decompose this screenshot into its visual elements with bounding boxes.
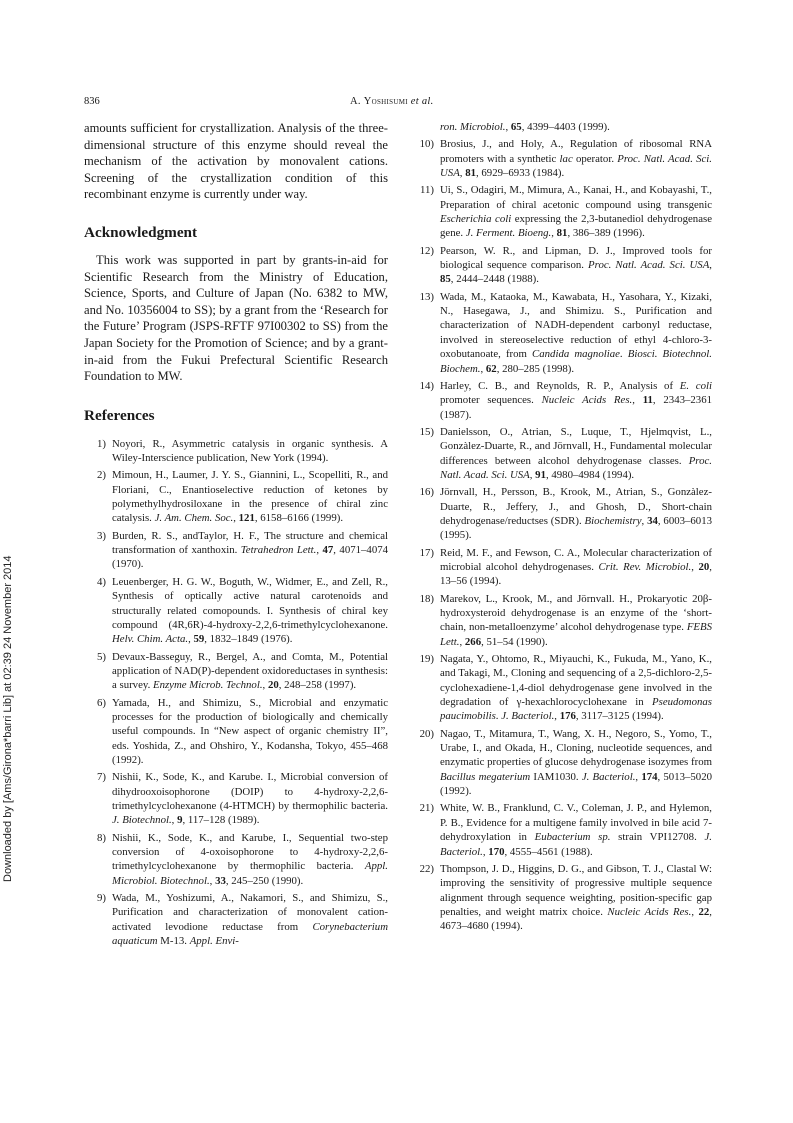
reference-volume: 33 [215, 874, 226, 887]
reference-item [84, 831, 388, 888]
reference-pages: , 4980–4984 (1994). [545, 468, 635, 481]
reference-separator: , [632, 394, 643, 407]
reference-volume: 20 [698, 560, 710, 573]
reference-separator: , [709, 259, 712, 272]
reference-item [84, 437, 388, 466]
references-heading: References [84, 406, 155, 424]
reference-journal: Appl. Envi- [189, 935, 239, 948]
reference-separator: M-13. [157, 935, 190, 948]
reference-number: 22) [419, 862, 434, 875]
reference-body: Mimoun, H., Laumer, J. Y. S., Giannini, L., Scopelliti, R., and Floriani, C., Enantioselective reduction of ketones by polymethylhydrosiloxane in the presence of chiral zinc catalysis. [112, 469, 388, 525]
reference-italic-term: Bacillus megaterium [440, 770, 531, 783]
reference-body: Ui, S., Odagiri, M., Mimura, A., Kanai, H., and Kobayashi, T., Preparation of chiral acetonic compound using transgenic [440, 184, 712, 211]
reference-journal: Proc. Natl. Acad. Sci. USA [440, 152, 712, 180]
reference-body: Brosius, J., and Holy, A., Regulation of ribosomal RNA promoters with a synthetic [440, 138, 712, 165]
reference-text [112, 529, 388, 572]
reference-volume: 62 [485, 362, 497, 375]
reference-body: Leuenberger, H. G. W., Boguth, W., Widmer, E., and Zell, R., Synthesis of optically active natural carotenoids and structurally related comopounds. I. Synthesis of chiral key compound (4R,6R)-4-hydroxy-2,2,6-trimethylcyclohexanone. [112, 575, 388, 631]
reference-item [84, 770, 388, 827]
reference-body: strain VPI12708. [610, 831, 705, 844]
reference-journal: Enzyme Microb. Technol. [152, 679, 263, 692]
running-head-initial: A. [350, 96, 364, 107]
reference-body: . [619, 348, 628, 361]
reference-pages: , 245–250 (1990). [225, 874, 304, 887]
reference-item [84, 696, 388, 768]
reference-text [440, 652, 712, 724]
reference-pages: , 6003–6013 (1995). [440, 514, 712, 542]
download-watermark: Downloaded by [Ams/Girona*barri Lib] at 02:39 24 November 2014 [2, 555, 14, 882]
reference-item [84, 529, 388, 572]
reference-separator: , [316, 544, 323, 557]
reference-text [440, 244, 712, 287]
reference-pages: , 280–285 (1998). [496, 362, 575, 375]
reference-separator: , [480, 362, 486, 375]
reference-journal: J. Biotechnol. [112, 814, 172, 827]
reference-volume: 9 [177, 814, 183, 827]
reference-volume: 11 [642, 394, 653, 407]
acknowledgment-text: This work was supported in part by grants-in-aid for Scientific Research from the Ministry of Education, Science, Sports, and Culture of Japan (No. 6382 to MW, and No. 10356004 to SS); by a grant from the ‘Research for the Future’ Program (JSPS-RFTF 97I00302 to SS) from the Japan Society for the Promotion of Science; and by a grant-in-aid from the Fukui Prefectural Scientific Research Foundation to MW. [84, 252, 388, 384]
reference-item [412, 652, 712, 724]
reference-separator: , [529, 468, 536, 481]
reference-item [412, 862, 712, 934]
reference-body: Danielsson, O., Atrian, S., Luque, T., Hjelmqvist, L., Gonzàlez-Duarte, R., and Jörnvall, H., Fundamental molecular differences between alcohol dehydrogenase classes. [440, 425, 712, 467]
reference-text [112, 831, 388, 888]
right-column [412, 120, 712, 934]
reference-volume: 121 [238, 512, 255, 525]
reference-text [440, 183, 712, 240]
reference-body: expressing the 2,3-butanediol dehydrogenase gene. [440, 213, 712, 240]
reference-italic-term: Pseudomonas paucimobilis [440, 696, 712, 723]
reference-number: 10) [419, 138, 434, 151]
reference-pages: , 6929–6933 (1984). [476, 167, 565, 180]
reference-volume: 174 [641, 770, 658, 783]
reference-separator: , [459, 167, 466, 180]
reference-number: 17) [419, 546, 434, 559]
reference-italic-term: E. coli [679, 379, 712, 392]
reference-separator: , [188, 633, 194, 646]
reference-journal: Biochemistry [584, 514, 642, 527]
reference-body: Devaux-Basseguy, R., Bergel, A., and Comta, M., Potential application of NAD(P)-dependent oxidoreductases in synthesis: a survey. [112, 650, 388, 692]
reference-number: 18) [419, 592, 434, 605]
reference-text [112, 696, 388, 768]
reference-body: Burden, R. S., andTaylor, H. F., The structure and chemical transformation of xanthoxin. [112, 529, 388, 557]
reference-continuation: ron. Microbiol., 65, 4399–4403 (1999). [440, 121, 610, 133]
reference-journal: Proc. Natl. Acad. Sci. USA [440, 454, 712, 481]
reference-item [412, 137, 712, 180]
running-head-etal: et al. [407, 96, 434, 107]
reference-item [412, 244, 712, 287]
reference-pages: , 117–128 (1989). [182, 814, 260, 827]
reference-text [440, 290, 712, 376]
reference-pages: , 51–54 (1990). [481, 635, 548, 648]
reference-separator: , [691, 560, 699, 573]
reference-volume: 266 [464, 635, 482, 648]
reference-body: Harley, C. B., and Reynolds, R. P., Analysis of [440, 379, 680, 392]
references-list-right [412, 137, 712, 933]
acknowledgment-heading: Acknowledgment [84, 223, 198, 241]
reference-text [440, 546, 712, 589]
running-head [350, 96, 434, 107]
reference-journal: Biosci. Biotechnol. Biochem. [440, 348, 712, 375]
running-head-surname: Yoshisumi [363, 96, 408, 107]
reference-journal: J. Bacteriol. [501, 710, 555, 723]
reference-separator: , [482, 845, 489, 858]
reference-pages: , 5013–5020 (1992). [440, 770, 712, 798]
reference-journal: Corynebacterium aquaticum [112, 920, 388, 948]
reference-number: 9) [97, 892, 106, 905]
reference-number: 13) [419, 290, 434, 303]
reference-text [440, 137, 712, 180]
reference-number: 5) [97, 650, 106, 663]
reference-journal: J. Ferment. Bioeng. [465, 227, 552, 240]
reference-number: 6) [97, 696, 106, 709]
reference-pages: , 386–389 (1996). [567, 227, 645, 240]
reference-item [84, 650, 388, 693]
reference-pages: , 2343–2361 (1987). [440, 394, 712, 421]
reference-text [440, 379, 712, 422]
reference-text [440, 862, 712, 934]
reference-number: 12) [419, 244, 434, 257]
page-number: 836 [84, 96, 100, 107]
reference-item [412, 183, 712, 240]
reference-journal: J. Bacteriol. [440, 831, 713, 858]
reference-separator: , [209, 874, 216, 887]
reference-number: 19) [419, 653, 434, 666]
reference-pages: , 2444–2448 (1988). [450, 273, 539, 286]
reference-body: promoter sequences. [440, 394, 542, 407]
reference-text [440, 592, 712, 649]
reference-item [412, 379, 712, 422]
reference-text [112, 770, 388, 827]
reference-number: 1) [97, 437, 106, 450]
reference-text [440, 485, 712, 542]
reference-body: Nagata, Y., Ohtomo, R., Miyauchi, K., Fukuda, M., Yano, K., and Takagi, M., Cloning and sequencing of a 2,5-dichloro-2,5-cyclohexadiene-1,4-diol dehydrogenase gene involved in the degradation of γ-hexachlorocyclohexane in [440, 653, 712, 709]
reference-pages: , 13–56 (1994). [440, 560, 712, 588]
reference-number: 8) [97, 831, 106, 844]
intro-paragraph: amounts sufficient for crystallization. Analysis of the three-dimensional structure of this enzyme should reveal the mechanism of the activation by monovalent cations. Screening of the crystallization condition of this recombinant enzyme is currently under way. [84, 121, 388, 202]
reference-body: operator. [572, 152, 618, 165]
reference-italic-term: Escherichia coli [440, 213, 512, 226]
reference-pages: , 4071–4074 (1970). [112, 544, 389, 571]
reference-journal: Helv. Chim. Acta. [112, 633, 189, 646]
reference-text [112, 468, 388, 525]
reference-pages: , 248–258 (1997). [278, 679, 357, 692]
reference-volume: 34 [647, 514, 658, 527]
reference-body: Marekov, L., Krook, M., and Jörnvall. H., Prokaryotic 20β-hydroxysteroid dehydrogenase is an enzyme of the ‘short-chain, non-metalloenzyme’ alcohol dehydrogenase type. [440, 592, 712, 634]
reference-item [412, 425, 712, 482]
reference-italic-term: lac [559, 152, 573, 165]
reference-body: Nishii, K., Sode, K., and Karube. I., Microbial conversion of dihydrooxoisophorone (DOIP) to 4-hydroxy-2,2,6-trimethylcyclohexanone (4-HTMCH) by thermophilic bacteria. [112, 771, 388, 812]
reference-journal: Proc. Natl. Acad. Sci. USA [588, 259, 710, 272]
reference-volume: 22 [698, 905, 710, 918]
reference-pages: , 3117–3125 (1994). [575, 710, 664, 723]
reference-number: 21) [419, 802, 434, 815]
reference-body: Nishii, K., Sode, K., and Karube, I., Sequential two-step conversion of 4-oxoisophorone to 4-hydroxy-2,2,6-trimethylcyclohexanone by thermophilic bacteria. [112, 831, 388, 873]
reference-journal: Appl. Microbiol. Biotechnol. [112, 860, 388, 887]
reference-volume: 59 [193, 633, 205, 646]
reference-body: IAM1030. [530, 770, 582, 783]
reference-body: Thompson, J. D., Higgins, D. G., and Gibson, T. J., Clastal W: improving the sensitivity of progressive multiple sequence alignment through sequence weighting, position-specific gap penalties, and weight matrix choice. [440, 862, 712, 918]
reference-text [112, 891, 388, 948]
left-column [84, 120, 388, 948]
reference-pages: , 1832–1849 (1976). [204, 633, 293, 646]
reference-separator: , [233, 512, 239, 525]
reference-journal: Nucleic Acids Res. [541, 394, 633, 407]
reference-journal: Crit. Rev. Microbiol. [598, 560, 692, 573]
reference-volume: 81 [465, 167, 476, 180]
reference-body: Wada, M., Yoshizumi, A., Nakamori, S., and Shimizu, S., Purification and characterization of monovalent cation-activated levodione reductase from [112, 892, 388, 933]
reference-journal: J. Am. Chem. Soc. [154, 512, 234, 525]
reference-number: 3) [97, 529, 106, 542]
reference-number: 11) [420, 184, 434, 197]
reference-item [412, 727, 712, 799]
reference-italic-term: Candida magnoliae [532, 348, 620, 361]
reference-number: 2) [97, 469, 106, 482]
reference-separator: , [554, 710, 560, 723]
reference-text [440, 727, 712, 799]
reference-italic-term: Eubacterium sp. [534, 831, 611, 844]
reference-item [412, 290, 712, 376]
reference-separator: , [691, 905, 699, 918]
reference-body: . [495, 710, 502, 723]
reference-item [412, 592, 712, 649]
reference-body: Pearson, W. R., and Lipman, D. J., Improved tools for biological sequence comparison. [440, 244, 712, 272]
reference-number: 20) [419, 727, 434, 740]
reference-text [440, 425, 712, 482]
reference-body: White, W. B., Franklund, C. V., Coleman, J. P., and Hylemon, P. B., Evidence for a multigene family involved in bile acid 7-dehydroxylation in [440, 802, 712, 844]
reference-number: 14) [419, 379, 434, 392]
reference-item [412, 801, 712, 858]
reference-separator: , [171, 814, 178, 827]
reference-volume: 47 [322, 544, 334, 557]
reference-body: Jörnvall, H., Persson, B., Krook, M., Atrian, S., Gonzàlez-Duarte, R., Jeffery, J., and Ghosh, D., Short-chain dehydrogenase/reductses (SDR). [440, 486, 712, 527]
reference-text [112, 650, 388, 693]
reference-pages: , 4673–4680 (1994). [440, 905, 712, 933]
references-list-left [84, 437, 388, 949]
reference-volume: 176 [559, 710, 576, 723]
reference-body: Noyori, R., Asymmetric catalysis in organic synthesis. A Wiley-Interscience publication, New York (1994). [112, 437, 388, 465]
reference-number: 16) [419, 486, 434, 499]
reference-separator: , [551, 227, 557, 240]
reference-item [84, 468, 388, 525]
reference-pages: , 4555–4561 (1988). [504, 845, 593, 858]
reference-body: Yamada, H., and Shimizu, S., Microbial and enzymatic processes for the production of biologically and chemically useful compounds. In “New aspect of organic chemistry II”, eds. Yoshida, Z., and Ohshiro, Y., Kodansha, Tokyo, 455–468 (1992). [112, 696, 388, 766]
reference-body: Wada, M., Kataoka, M., Kawabata, H., Yasohara, Y., Kizaki, N., Hasegawa, J., and Shimizu. S., Purification and characterization of NADH-dependent carbonyl reductase, involved in stereoselective reduction of ethyl 4-chloro-3-oxobutanoate, from [440, 290, 712, 361]
reference-pages: , 6158–6166 (1999). [254, 512, 344, 525]
reference-item [84, 575, 388, 647]
reference-body: Reid, M. F., and Fewson, C. A., Molecular characterization of microbial alcohol dehydrogenases. [440, 546, 712, 573]
reference-item [84, 891, 388, 948]
reference-volume: 20 [267, 679, 279, 692]
reference-number: 4) [97, 575, 106, 588]
reference-separator: , [262, 679, 268, 692]
reference-volume: 81 [556, 227, 568, 240]
reference-journal: Nucleic Acids Res. [607, 905, 692, 918]
reference-separator: , [641, 514, 648, 527]
reference-separator: , [459, 635, 465, 648]
reference-number: 15) [419, 425, 434, 438]
reference-journal: FEBS Lett. [440, 621, 712, 648]
reference-item [412, 485, 712, 542]
reference-body: Nagao, T., Mitamura, T., Wang, X. H., Negoro, S., Yomo, T., Urabe, I., and Okada, H., Cloning, nucleotide sequences, and enzymatic properties of glucose dehydrogenase isozymes from [440, 727, 712, 769]
reference-text [440, 801, 712, 858]
reference-volume: 170 [488, 845, 505, 858]
reference-text [112, 437, 388, 466]
reference-text [112, 575, 388, 647]
reference-volume: 91 [535, 468, 546, 481]
reference-separator: , [635, 770, 642, 783]
reference-item [412, 546, 712, 589]
reference-journal: J. Bacteriol. [581, 770, 636, 783]
reference-number: 7) [97, 771, 106, 784]
reference-journal: Tetrahedron Lett. [240, 544, 317, 557]
reference-volume: 85 [440, 273, 451, 286]
